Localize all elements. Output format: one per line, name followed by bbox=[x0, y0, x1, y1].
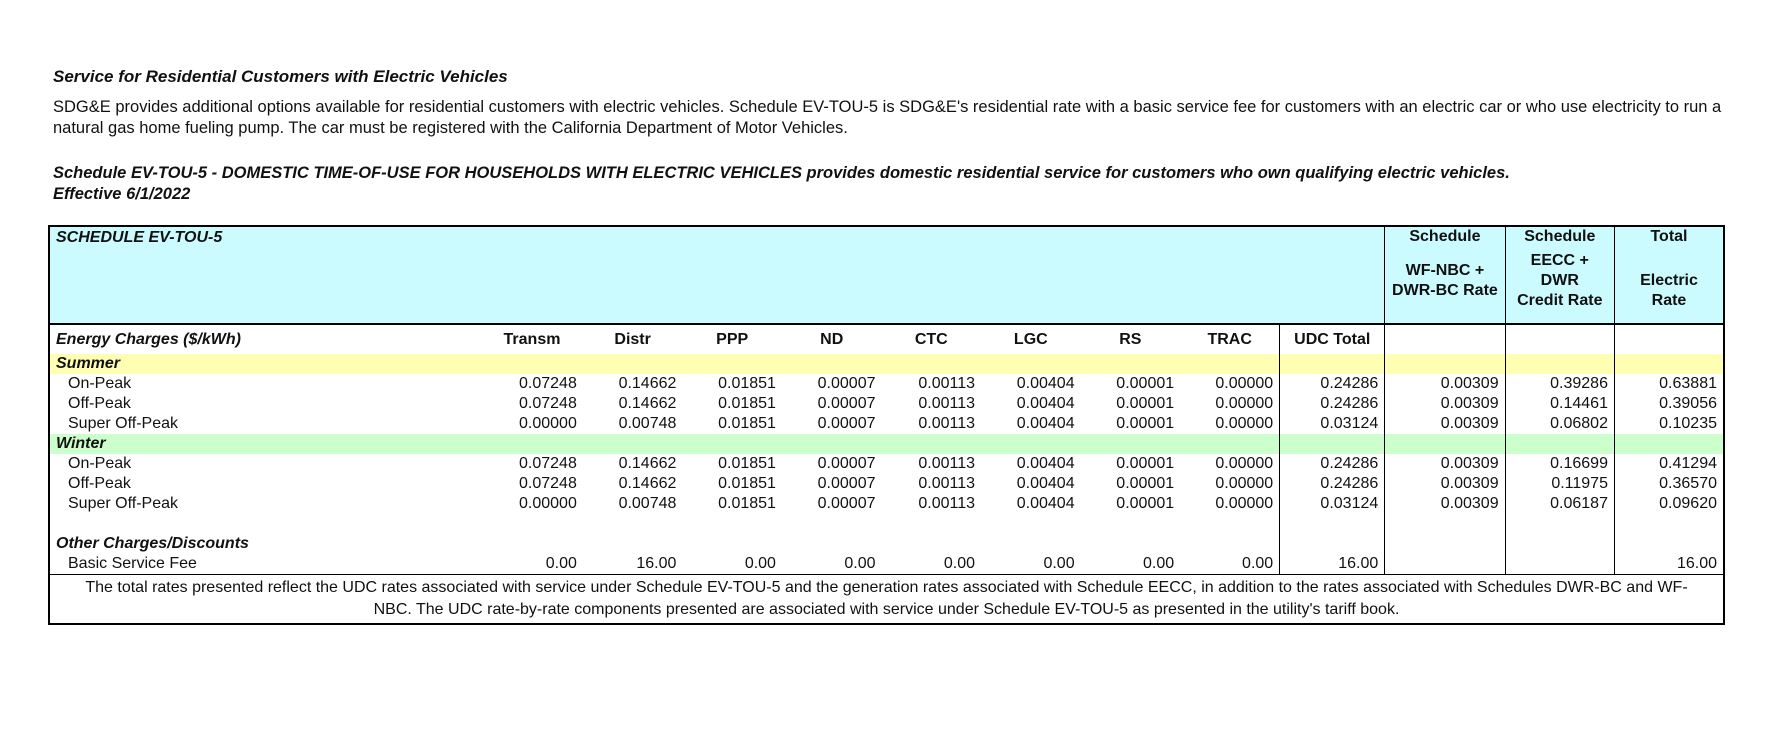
cell-total: 0.36570 bbox=[1614, 474, 1724, 494]
rate-cell: 0.00007 bbox=[817, 415, 876, 432]
rate-cell: 0.00000 bbox=[1215, 395, 1274, 412]
spacer-cell bbox=[1280, 534, 1385, 554]
rate-cell: 0.01851 bbox=[718, 415, 776, 432]
season-label: Winter bbox=[49, 434, 1280, 454]
cell-eecc bbox=[1505, 324, 1614, 354]
cell-total: 0.63881 bbox=[1614, 374, 1724, 394]
rate-cell: 0.14662 bbox=[618, 375, 677, 392]
rate-cell: 0.24286 bbox=[1280, 374, 1385, 394]
header-wf-line2: WF-NBC + bbox=[1405, 262, 1485, 279]
rate-cell: 0.24286 bbox=[1280, 474, 1385, 494]
table-row bbox=[49, 394, 1724, 414]
cell-total: 0.41294 bbox=[1614, 454, 1724, 474]
fee-cell: 0.00 bbox=[744, 554, 776, 572]
cell-wf bbox=[1385, 324, 1505, 354]
schedule-effective: Effective 6/1/2022 bbox=[53, 185, 191, 203]
header-eecc-line4: Credit Rate bbox=[1517, 292, 1603, 309]
rate-cell: 0.00000 bbox=[1215, 415, 1274, 432]
rate-cell: 0.00000 bbox=[1215, 455, 1274, 472]
fee-cell: 0.00 bbox=[1043, 554, 1075, 572]
rate-cell: 0.00007 bbox=[817, 395, 876, 412]
column-header: Transm bbox=[481, 324, 583, 354]
cell-eecc bbox=[1505, 534, 1614, 554]
rate-cell: 0.00404 bbox=[1016, 415, 1075, 432]
period-label: Super Off-Peak bbox=[49, 494, 481, 514]
cell-eecc: 0.06802 bbox=[1505, 414, 1614, 434]
rate-cell: 0.07248 bbox=[519, 375, 577, 392]
header-eecc bbox=[1505, 226, 1614, 324]
other-charges-row bbox=[49, 534, 1724, 554]
rate-cell: 0.00001 bbox=[1116, 495, 1175, 512]
cell-wf: 0.00309 bbox=[1385, 454, 1505, 474]
rate-cell: 0.00113 bbox=[918, 415, 976, 432]
header-eecc-line3: DWR bbox=[1540, 272, 1579, 289]
rate-cell: 0.00000 bbox=[1215, 375, 1274, 392]
fee-cell: 0.00 bbox=[1242, 554, 1274, 572]
rate-cell: 0.00001 bbox=[1116, 455, 1175, 472]
basic-fee-label: Basic Service Fee bbox=[49, 554, 481, 574]
rate-cell: 0.00000 bbox=[1215, 495, 1274, 512]
header-wf-nbc bbox=[1385, 226, 1505, 324]
cell-wf bbox=[1385, 514, 1505, 534]
season-label: Summer bbox=[49, 354, 1280, 374]
season-fill bbox=[1505, 434, 1614, 454]
period-label: Super Off-Peak bbox=[49, 414, 481, 434]
footer-note: The total rates presented reflect the UDC rates associated with service under Schedule EV-TOU-5 and the generation rates associated with Schedule EECC, in addition to the rates associated with Schedules DWR-BC and WF-NBC. The UDC rate-by-rate components presented are associated with service under Schedule EV-TOU-5 as presented in the utility's tariff book. bbox=[49, 574, 1724, 624]
cell-wf: 0.00309 bbox=[1385, 494, 1505, 514]
other-charges-label: Other Charges/Discounts bbox=[49, 534, 1280, 554]
rate-cell: 0.00113 bbox=[918, 375, 976, 392]
header-wf-line3: DWR-BC Rate bbox=[1392, 282, 1498, 299]
season-row bbox=[49, 354, 1724, 374]
cell-total bbox=[1614, 324, 1724, 354]
rate-cell: 0.00404 bbox=[1016, 495, 1075, 512]
rate-cell: 0.00404 bbox=[1016, 475, 1075, 492]
fee-cell: 0.00 bbox=[545, 554, 577, 572]
season-fill bbox=[1505, 354, 1614, 374]
fee-cell: 16.00 bbox=[636, 554, 677, 572]
fee-cell: 0.00 bbox=[1143, 554, 1175, 572]
column-header: TRAC bbox=[1180, 324, 1280, 354]
rate-cell: 0.00404 bbox=[1016, 395, 1075, 412]
rate-cell: 0.00007 bbox=[817, 375, 876, 392]
cell-wf: 0.00309 bbox=[1385, 374, 1505, 394]
table-row bbox=[49, 554, 1724, 574]
column-header: UDC Total bbox=[1280, 324, 1385, 354]
rate-cell: 0.00007 bbox=[817, 475, 876, 492]
cell-total bbox=[1614, 534, 1724, 554]
spacer-cell bbox=[49, 514, 1280, 534]
cell-eecc bbox=[1505, 554, 1614, 574]
cell-eecc: 0.11975 bbox=[1505, 474, 1614, 494]
rate-cell: 0.07248 bbox=[519, 395, 577, 412]
cell-wf bbox=[1385, 554, 1505, 574]
rate-cell: 0.24286 bbox=[1280, 454, 1385, 474]
table-row bbox=[49, 414, 1724, 434]
rate-cell: 0.00007 bbox=[817, 495, 876, 512]
column-header: PPP bbox=[682, 324, 782, 354]
season-row bbox=[49, 434, 1724, 454]
column-header: CTC bbox=[882, 324, 982, 354]
cell-eecc: 0.39286 bbox=[1505, 374, 1614, 394]
rate-cell: 0.00001 bbox=[1116, 415, 1175, 432]
season-fill bbox=[1385, 434, 1505, 454]
rate-cell: 0.14662 bbox=[618, 455, 677, 472]
rate-cell: 0.00000 bbox=[519, 415, 577, 432]
column-header: Distr bbox=[583, 324, 683, 354]
rate-cell: 0.07248 bbox=[519, 475, 577, 492]
rate-cell: 0.01851 bbox=[718, 455, 776, 472]
rate-cell: 0.00113 bbox=[918, 495, 976, 512]
intro-title: Service for Residential Customers with Electric Vehicles bbox=[53, 67, 508, 86]
intro-text: SDG&E provides additional options available for residential customers with electric vehicles. Schedule EV-TOU-5 is SDG&E's residential rate with a basic service fee for customers with an electric car or who use electricity to run a natural gas home fueling pump. The car must be registered with the California Department of Motor Vehicles. bbox=[53, 98, 1722, 137]
rate-cell: 0.00748 bbox=[618, 415, 677, 432]
column-header: RS bbox=[1081, 324, 1181, 354]
period-label: Off-Peak bbox=[49, 394, 481, 414]
rate-cell: 0.01851 bbox=[718, 395, 776, 412]
spacer-cell bbox=[1280, 514, 1385, 534]
period-label: Off-Peak bbox=[49, 474, 481, 494]
cell-total: 16.00 bbox=[1614, 554, 1724, 574]
schedule-title bbox=[53, 163, 1733, 205]
spacer-row bbox=[49, 514, 1724, 534]
header-total bbox=[1614, 226, 1724, 324]
rate-cell: 0.00113 bbox=[918, 395, 976, 412]
header-total-line2: Electric Rate bbox=[1640, 272, 1698, 309]
column-header-row bbox=[49, 324, 1724, 354]
rate-cell: 0.00748 bbox=[618, 495, 677, 512]
season-fill bbox=[1614, 434, 1724, 454]
rate-cell: 0.00404 bbox=[1016, 455, 1075, 472]
fee-cell: 0.00 bbox=[844, 554, 876, 572]
rate-cell: 0.03124 bbox=[1280, 414, 1385, 434]
cell-eecc bbox=[1505, 514, 1614, 534]
cell-eecc: 0.16699 bbox=[1505, 454, 1614, 474]
cell-wf: 0.00309 bbox=[1385, 414, 1505, 434]
rate-cell: 0.07248 bbox=[519, 455, 577, 472]
rate-cell: 0.00113 bbox=[918, 475, 976, 492]
table-row bbox=[49, 454, 1724, 474]
rate-table bbox=[48, 225, 1725, 625]
rate-cell: 0.01851 bbox=[718, 495, 776, 512]
column-header: ND bbox=[782, 324, 882, 354]
rate-cell: 0.14662 bbox=[618, 475, 677, 492]
table-row bbox=[49, 494, 1724, 514]
fee-cell: 16.00 bbox=[1280, 554, 1385, 574]
rate-cell: 0.00000 bbox=[1215, 475, 1274, 492]
table-row bbox=[49, 474, 1724, 494]
energy-charges-label: Energy Charges ($/kWh) bbox=[49, 324, 481, 354]
footer-row bbox=[49, 574, 1724, 624]
cell-wf: 0.00309 bbox=[1385, 394, 1505, 414]
rate-cell: 0.14662 bbox=[618, 395, 677, 412]
season-fill bbox=[1614, 354, 1724, 374]
rate-cell: 0.00000 bbox=[519, 495, 577, 512]
cell-total: 0.39056 bbox=[1614, 394, 1724, 414]
column-header: LGC bbox=[981, 324, 1081, 354]
rate-cell: 0.00001 bbox=[1116, 395, 1175, 412]
rate-cell: 0.01851 bbox=[718, 375, 776, 392]
rate-cell: 0.01851 bbox=[718, 475, 776, 492]
rate-cell: 0.00001 bbox=[1116, 375, 1175, 392]
cell-total: 0.09620 bbox=[1614, 494, 1724, 514]
header-total-line1: Total bbox=[1650, 228, 1688, 245]
period-label: On-Peak bbox=[49, 454, 481, 474]
header-eecc-line2: EECC + bbox=[1530, 252, 1589, 269]
header-eecc-line1: Schedule bbox=[1524, 228, 1596, 245]
header-wf-line1: Schedule bbox=[1409, 228, 1481, 245]
table-row bbox=[49, 374, 1724, 394]
season-fill bbox=[1280, 354, 1385, 374]
rate-cell: 0.24286 bbox=[1280, 394, 1385, 414]
period-label: On-Peak bbox=[49, 374, 481, 394]
cell-eecc: 0.06187 bbox=[1505, 494, 1614, 514]
rate-cell: 0.00113 bbox=[918, 455, 976, 472]
rate-cell: 0.00007 bbox=[817, 455, 876, 472]
rate-cell: 0.00404 bbox=[1016, 375, 1075, 392]
rate-cell: 0.03124 bbox=[1280, 494, 1385, 514]
season-fill bbox=[1385, 354, 1505, 374]
fee-cell: 0.00 bbox=[943, 554, 976, 572]
cell-eecc: 0.14461 bbox=[1505, 394, 1614, 414]
table-header-row bbox=[49, 226, 1724, 324]
rate-cell: 0.00001 bbox=[1116, 475, 1175, 492]
cell-total: 0.10235 bbox=[1614, 414, 1724, 434]
cell-wf bbox=[1385, 534, 1505, 554]
schedule-title-text: Schedule EV-TOU-5 - DOMESTIC TIME-OF-USE FOR HOUSEHOLDS WITH ELECTRIC VEHICLES provides domestic residential service for customers who own qualifying electric vehicles. bbox=[53, 164, 1510, 182]
season-fill bbox=[1280, 434, 1385, 454]
cell-total bbox=[1614, 514, 1724, 534]
cell-wf: 0.00309 bbox=[1385, 474, 1505, 494]
schedule-label: SCHEDULE EV-TOU-5 bbox=[49, 226, 1385, 324]
